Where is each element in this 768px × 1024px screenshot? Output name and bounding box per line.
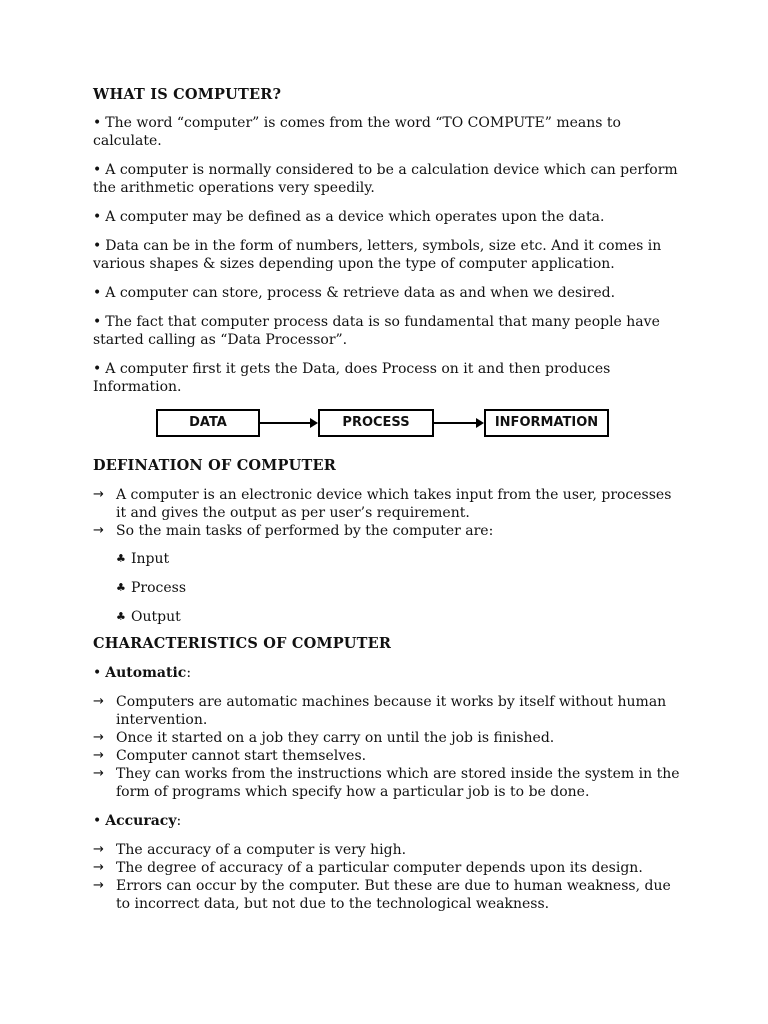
section-heading-characteristics: CHARACTERISTICS OF COMPUTER bbox=[93, 635, 392, 652]
diagram-arrow-icon bbox=[260, 409, 318, 437]
right-arrow-icon: → bbox=[93, 842, 104, 857]
right-arrow-icon: → bbox=[93, 523, 104, 538]
bullet-icon: • bbox=[93, 361, 102, 377]
accuracy-list bbox=[93, 841, 683, 913]
list-item-text: They can works from the instructions which are stored inside the system in the form of programs which specify how a particular job is to be done. bbox=[116, 766, 680, 800]
right-arrow-icon: → bbox=[93, 487, 104, 502]
list-item bbox=[93, 841, 683, 859]
subheading-label: Automatic bbox=[105, 665, 187, 681]
subheading-automatic bbox=[93, 664, 683, 682]
bullet-icon: • bbox=[93, 665, 102, 681]
right-arrow-icon: → bbox=[93, 730, 104, 745]
right-arrow-icon: → bbox=[93, 860, 104, 875]
bullet-paragraph bbox=[93, 284, 683, 302]
list-item-text: So the main tasks of performed by the computer are: bbox=[116, 523, 494, 539]
bullet-icon: • bbox=[93, 314, 102, 330]
list-item-text: Once it started on a job they carry on until the job is finished. bbox=[116, 730, 555, 746]
list-item-text: Computers are automatic machines because it works by itself without human intervention. bbox=[116, 694, 667, 728]
list-item bbox=[93, 859, 683, 877]
bullet-text: The fact that computer process data is so fundamental that many people have started calling as “Data Processor”. bbox=[93, 314, 660, 348]
list-item-text: Errors can occur by the computer. But these are due to human weakness, due to incorrect data, but not due to the technological weakness. bbox=[116, 878, 671, 912]
list-item bbox=[93, 729, 683, 747]
data-process-information-diagram bbox=[93, 409, 683, 445]
bullet-icon: • bbox=[93, 813, 102, 829]
diagram-arrow-icon bbox=[434, 409, 484, 437]
task-text: Output bbox=[131, 609, 181, 625]
list-item bbox=[93, 877, 683, 913]
list-item-text: Computer cannot start themselves. bbox=[116, 748, 367, 764]
subheading-suffix: : bbox=[186, 665, 192, 681]
club-icon: ♣ bbox=[116, 610, 126, 623]
bullet-icon: • bbox=[93, 115, 102, 131]
subheading-suffix: : bbox=[176, 813, 182, 829]
tasks-list bbox=[93, 550, 683, 626]
subheading-label: Accuracy bbox=[105, 813, 177, 829]
bullet-icon: • bbox=[93, 162, 102, 178]
bullet-paragraph bbox=[93, 161, 683, 197]
list-item bbox=[93, 693, 683, 729]
diagram-box-data: DATA bbox=[156, 409, 260, 437]
list-item bbox=[93, 486, 683, 522]
document-page bbox=[93, 86, 683, 913]
bullet-icon: • bbox=[93, 238, 102, 254]
list-item bbox=[93, 579, 683, 597]
bullet-text: A computer may be defined as a device which operates upon the data. bbox=[105, 209, 605, 225]
bullet-paragraph bbox=[93, 208, 683, 226]
bullet-paragraph bbox=[93, 360, 683, 396]
list-item bbox=[93, 608, 683, 626]
task-text: Process bbox=[131, 580, 187, 596]
right-arrow-icon: → bbox=[93, 748, 104, 763]
section-heading-what-is-computer: WHAT IS COMPUTER? bbox=[93, 86, 282, 103]
right-arrow-icon: → bbox=[93, 878, 104, 893]
bullet-text: A computer can store, process & retrieve data as and when we desired. bbox=[105, 285, 616, 301]
section-heading-definition: DEFINATION OF COMPUTER bbox=[93, 457, 336, 474]
list-item bbox=[93, 765, 683, 801]
definition-list bbox=[93, 486, 683, 540]
club-icon: ♣ bbox=[116, 581, 126, 594]
right-arrow-icon: → bbox=[93, 694, 104, 709]
list-item bbox=[93, 747, 683, 765]
bullet-paragraph bbox=[93, 114, 683, 150]
task-text: Input bbox=[131, 551, 170, 567]
bullet-text: The word “computer” is comes from the word “TO COMPUTE” means to calculate. bbox=[93, 115, 621, 149]
bullet-text: A computer first it gets the Data, does Process on it and then produces Information. bbox=[93, 361, 611, 395]
bullet-icon: • bbox=[93, 209, 102, 225]
right-arrow-icon: → bbox=[93, 766, 104, 781]
bullet-text: Data can be in the form of numbers, letters, symbols, size etc. And it comes in various shapes & sizes depending upon the type of computer application. bbox=[93, 238, 662, 272]
club-icon: ♣ bbox=[116, 552, 126, 565]
bullet-paragraph bbox=[93, 237, 683, 273]
list-item bbox=[93, 550, 683, 568]
diagram-box-process: PROCESS bbox=[318, 409, 434, 437]
bullet-paragraph bbox=[93, 313, 683, 349]
list-item bbox=[93, 522, 683, 540]
subheading-accuracy bbox=[93, 812, 683, 830]
list-item-text: The accuracy of a computer is very high. bbox=[116, 842, 407, 858]
list-item-text: The degree of accuracy of a particular computer depends upon its design. bbox=[116, 860, 643, 876]
list-item-text: A computer is an electronic device which takes input from the user, processes it and gives the output as per user’s requirement. bbox=[116, 487, 672, 521]
diagram-box-information: INFORMATION bbox=[484, 409, 609, 437]
bullet-icon: • bbox=[93, 285, 102, 301]
automatic-list bbox=[93, 693, 683, 801]
bullet-text: A computer is normally considered to be a calculation device which can perform the arithmetic operations very speedily. bbox=[93, 162, 678, 196]
